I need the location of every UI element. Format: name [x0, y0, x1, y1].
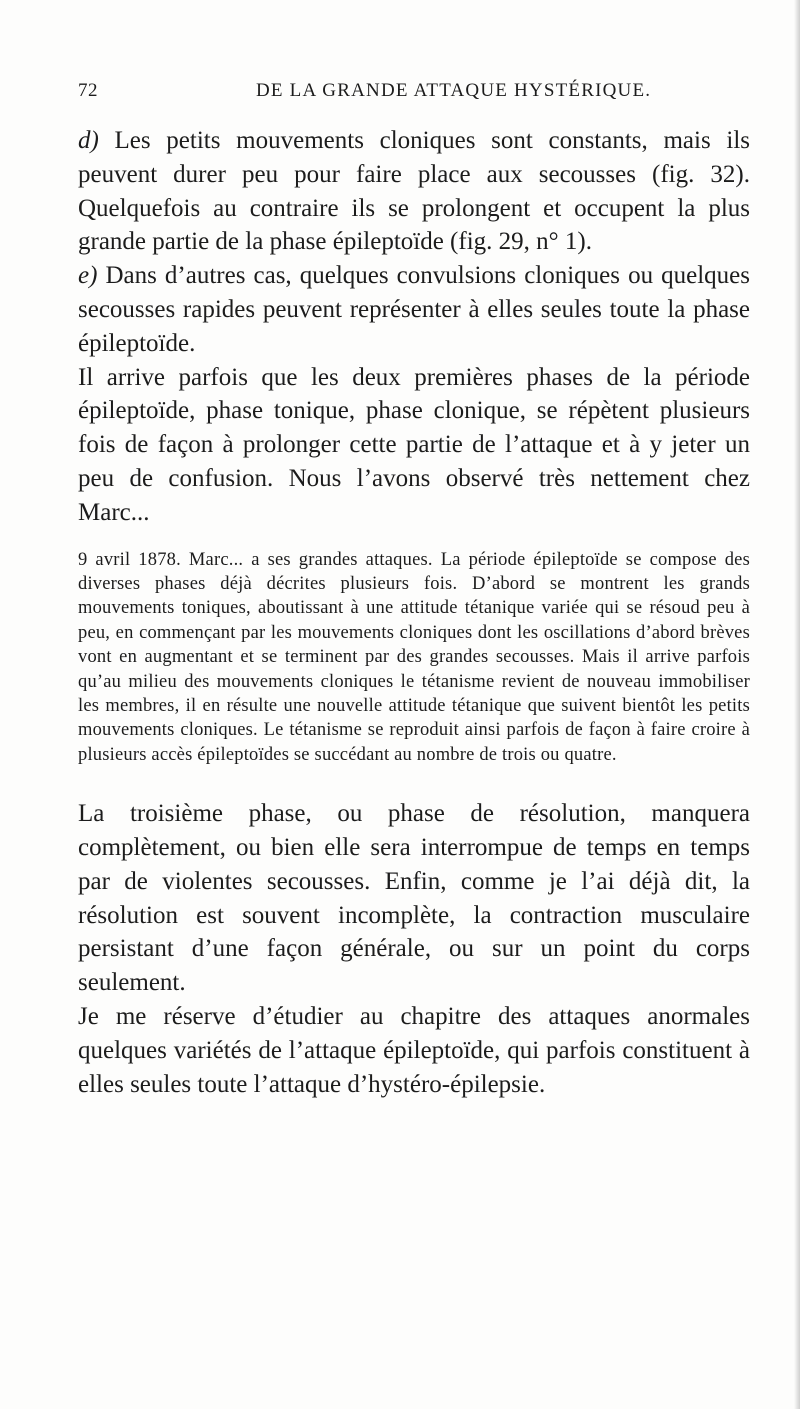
paragraph-d-label: d): [78, 127, 99, 154]
paragraph-e: [78, 259, 750, 360]
paragraph-d-text: Les petits mouvements cloniques sont constants, mais ils peuvent durer peu pour faire place aux secousses (fig. 32). Quelquefois au contraire ils se prolongent et occupent la plus grande partie de la phase épileptoïde (fig. 29, n° 1).: [78, 127, 750, 256]
running-title: DE LA GRANDE ATTAQUE HYSTÉRIQUE.: [256, 80, 652, 101]
paragraph-resolution: La troisième phase, ou phase de résolution, manquera complètement, ou bien elle sera interrompue de temps en temps par de violentes secousses. Enfin, comme je l’ai déjà dit, la résolution est souvent incomplète, la contraction musculaire persistant d’une façon générale, ou sur un point du corps seulement.: [78, 800, 750, 997]
paragraph-d: [78, 124, 750, 259]
paragraph-e-text: Dans d’autres cas, quelques convulsions cloniques ou quelques secousses rapides peuvent représenter à elles seules toute la phase épileptoïde.: [78, 262, 750, 357]
paragraph-e-label: e): [78, 262, 98, 290]
page-content: [78, 124, 750, 1101]
page-number: 72: [78, 80, 98, 101]
page-edge-shadow: [794, 0, 800, 1409]
paragraph-reserve: Je me réserve d’étudier au chapitre des attaques anormales quelques variétés de l’attaque épileptoïde, qui parfois constituent à elles seules toute l’attaque d’hystéro-épilepsie.: [78, 1003, 750, 1098]
paragraph-repetition: Il arrive parfois que les deux premières phases de la période épileptoïde, phase tonique, phase clonique, se répètent plusieurs fois de façon à prolonger cette partie de l’attaque et à y jeter un peu de confusion. Nous l’avons observé très nettement chez Marc...: [78, 363, 750, 526]
case-note: 9 avril 1878. Marc... a ses grandes attaques. La période épileptoïde se compose des diverses phases déjà décrites plusieurs fois. D’abord se montrent les grands mouvements toniques, aboutissant à une attitude tétanique variée qui se résoud peu à peu, en commençant par les mouvements cloniques dont les oscillations d’abord brèves vont en augmentant et se terminent par des grandes secousses. Mais il arrive parfois qu’au milieu des mouvements cloniques le tétanisme revient de nouveau immobiliser les membres, il en résulte une nouvelle attitude tétanique que suivent bientôt les petits mouvements cloniques. Le tétanisme se reproduit ainsi parfois de façon à faire croire à plusieurs accès épileptoïdes se succédant au nombre de trois ou quatre.: [78, 549, 750, 765]
page-header: [78, 80, 758, 112]
